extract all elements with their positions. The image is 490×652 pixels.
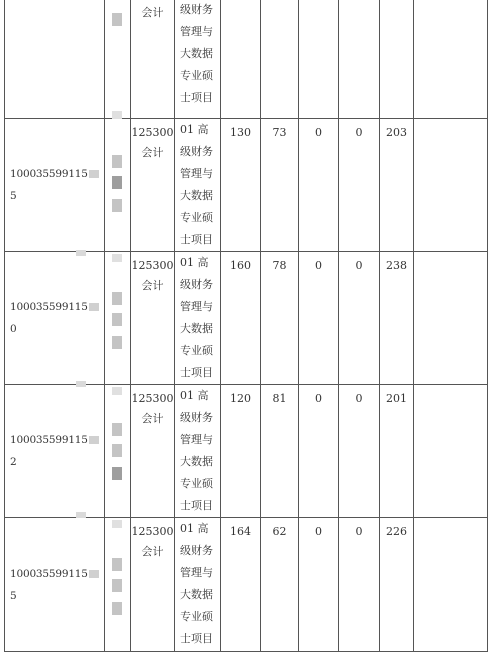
score-subject-3: 0: [299, 518, 339, 652]
score-cell: [339, 0, 380, 119]
major-line: 管理与: [180, 25, 213, 38]
table-row-partial: [5, 0, 488, 119]
table-row: [5, 518, 488, 652]
major-line: 大数据: [180, 455, 213, 468]
major-line: 管理与: [180, 433, 213, 446]
major-line: 大数据: [180, 588, 213, 601]
major-line: 级财务: [180, 3, 213, 16]
candidate-id-cell: [5, 518, 105, 652]
major-direction-cell: [175, 119, 221, 252]
score-cell: [299, 0, 339, 119]
major-line: 级财务: [180, 411, 213, 424]
table-row: [5, 385, 488, 518]
candidate-id-cell: [5, 0, 105, 119]
major-line: 士项目: [180, 233, 213, 246]
score-cell: [221, 0, 261, 119]
major-line: 大数据: [180, 189, 213, 202]
redaction-mark: [76, 512, 86, 518]
major-line: 士项目: [180, 91, 213, 104]
major-line: 01 高: [180, 389, 209, 402]
program-name: 会计: [141, 6, 164, 19]
table-row: [5, 252, 488, 385]
major-line: 士项目: [180, 366, 213, 379]
redaction-mark: [89, 170, 99, 178]
score-subject-4: 0: [339, 385, 380, 518]
candidate-id-prefix: 100035599115: [10, 434, 88, 446]
score-politics: 120: [221, 385, 261, 518]
major-line: 01 高: [180, 123, 209, 136]
program-name: 会计: [141, 146, 164, 159]
score-subject-4: 0: [339, 252, 380, 385]
major-line: 专业硕: [180, 344, 213, 357]
redaction-mark: [89, 570, 99, 578]
score-politics: 164: [221, 518, 261, 652]
candidate-id-prefix: 100035599115: [10, 567, 88, 580]
candidate-name-cell: [105, 119, 131, 252]
redaction-mark: [76, 381, 86, 387]
score-subject-4: 0: [339, 119, 380, 252]
score-english: 62: [261, 518, 299, 652]
score-cell: [261, 0, 299, 119]
redaction-mark: [89, 303, 99, 311]
candidate-id-suffix: 5: [10, 589, 17, 602]
total-cell: [380, 0, 414, 119]
redaction-mark: [89, 436, 99, 444]
major-line: 管理与: [180, 566, 213, 579]
major-direction-cell: [175, 252, 221, 385]
major-line: 级财务: [180, 278, 213, 291]
remark-cell: [414, 518, 488, 652]
score-subject-3: 0: [299, 385, 339, 518]
remark-cell: [414, 385, 488, 518]
candidate-id-cell: [5, 119, 105, 252]
candidate-name-cell: [105, 518, 131, 652]
major-line: 管理与: [180, 300, 213, 313]
candidate-name-cell: [105, 252, 131, 385]
candidate-id-suffix: 0: [10, 323, 17, 335]
major-line: 管理与: [180, 167, 213, 180]
program-code: 125300: [131, 525, 174, 538]
admission-score-table: [4, 0, 488, 652]
total-score: 226: [380, 518, 414, 652]
major-line: 专业硕: [180, 211, 213, 224]
major-line: 01 高: [180, 256, 209, 269]
score-subject-3: 0: [299, 119, 339, 252]
program-name: 会计: [141, 412, 164, 425]
program-name: 会计: [141, 279, 164, 292]
candidate-id-cell: [5, 252, 105, 385]
score-english: 78: [261, 252, 299, 385]
candidate-name-cell: [105, 385, 131, 518]
major-line: 01 高: [180, 522, 209, 535]
major-line: 大数据: [180, 322, 213, 335]
table-row: [5, 119, 488, 252]
candidate-id-prefix: 100035599115: [10, 168, 88, 180]
score-english: 81: [261, 385, 299, 518]
program-code-cell: [131, 252, 175, 385]
candidate-id-cell: [5, 385, 105, 518]
major-line: 级财务: [180, 145, 213, 158]
major-line: 大数据: [180, 47, 213, 60]
remark-cell: [414, 0, 488, 119]
candidate-id-suffix: 2: [10, 456, 17, 468]
major-line: 专业硕: [180, 69, 213, 82]
program-code: 125300: [131, 392, 174, 405]
total-score: 201: [380, 385, 414, 518]
major-direction-cell: [175, 0, 221, 119]
remark-cell: [414, 119, 488, 252]
remark-cell: [414, 252, 488, 385]
major-direction-cell: [175, 518, 221, 652]
score-politics: 160: [221, 252, 261, 385]
major-line: 专业硕: [180, 477, 213, 490]
score-subject-4: 0: [339, 518, 380, 652]
candidate-id-suffix: 5: [10, 190, 17, 202]
score-subject-3: 0: [299, 252, 339, 385]
candidate-name-cell: [105, 0, 131, 119]
program-name: 会计: [141, 545, 164, 558]
major-direction-cell: [175, 385, 221, 518]
program-code-cell: [131, 385, 175, 518]
major-line: 士项目: [180, 499, 213, 512]
major-line: 士项目: [180, 632, 213, 645]
program-code: 125300: [131, 126, 174, 139]
program-code-cell: [131, 119, 175, 252]
major-line: 专业硕: [180, 610, 213, 623]
total-score: 238: [380, 252, 414, 385]
candidate-id-prefix: 100035599115: [10, 301, 88, 313]
program-code: 125300: [131, 259, 174, 272]
redaction-mark: [76, 250, 86, 256]
program-code-cell: [131, 0, 175, 119]
major-line: 级财务: [180, 544, 213, 557]
total-score: 203: [380, 119, 414, 252]
score-english: 73: [261, 119, 299, 252]
program-code-cell: [131, 518, 175, 652]
score-politics: 130: [221, 119, 261, 252]
